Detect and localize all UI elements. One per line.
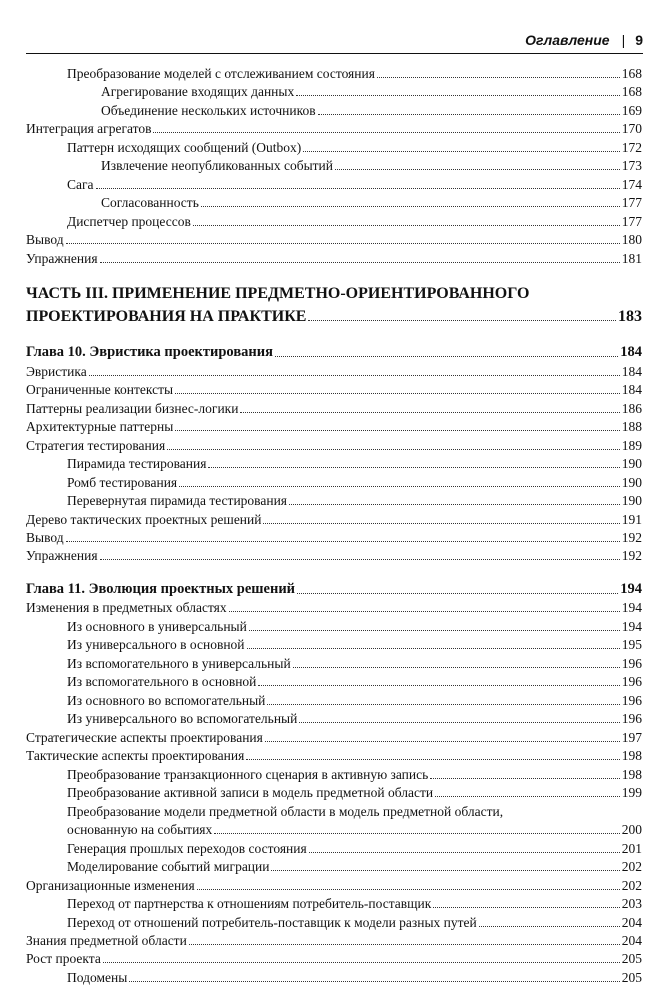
toc-entry[interactable] [26,342,642,360]
toc-entry[interactable] [67,671,642,689]
dot-leader [100,559,620,560]
dot-leader [175,393,620,394]
toc-entry-page: 170 [621,121,642,136]
toc-entry[interactable] [67,967,642,985]
toc-entry-title: Паттерны реализации бизнес-логики [26,401,239,416]
toc-entry[interactable] [26,527,642,545]
toc-entry-page: 184 [620,344,642,360]
toc-entry-title: Стратегические аспекты проектирования [26,730,263,745]
toc-entry[interactable] [67,838,642,856]
dot-leader [66,243,620,244]
dot-leader [175,430,619,431]
toc-entry[interactable] [67,137,642,155]
toc-entry-page: 184 [621,382,642,397]
dot-leader [297,593,618,594]
toc-entry-page: 172 [621,140,642,155]
dot-leader [66,541,620,542]
toc-entry-page: 192 [621,548,642,563]
dot-leader [479,926,620,927]
toc-entry-page: 184 [621,364,642,379]
toc-entry-title: ПРОЕКТИРОВАНИЯ НА ПРАКТИКЕ [26,308,307,325]
dot-leader [309,852,620,853]
dot-leader [103,962,620,963]
toc-entry-page: 204 [621,915,642,930]
toc-entry-page: 198 [621,767,642,782]
toc-entry-title: основанную на событиях [67,822,213,837]
toc-entry[interactable] [26,306,642,324]
toc-entry-title: Переход от партнерства к отношениям потребитель-поставщик [67,896,432,911]
dot-leader [167,449,620,450]
toc-entry[interactable] [26,948,642,966]
toc-entry-title: Упражнения [26,548,98,563]
toc-entry[interactable] [67,653,642,671]
dot-leader [193,225,620,226]
toc-entry-page: 177 [621,195,642,210]
toc-entry-title: Генерация прошлых переходов состояния [67,841,307,856]
toc-entry[interactable] [67,63,642,81]
dot-leader [430,778,619,779]
toc-entry-page: 195 [621,637,642,652]
toc-entry[interactable] [67,634,642,652]
toc-entry[interactable] [67,801,503,819]
dot-leader [89,375,620,376]
toc-entry-page: 196 [621,656,642,671]
dot-leader [258,685,619,686]
toc-entry-page: 190 [621,493,642,508]
dot-leader [201,206,620,207]
toc-entry-title: Вывод [26,530,64,545]
toc-entry-title: Преобразование модели предметной области в модель предметной области, [67,804,504,819]
toc-entry-title: Из универсального в основной [67,637,245,652]
toc-entry-page: 194 [620,581,642,597]
dot-leader [100,262,620,263]
toc-entry-title: Сага [67,177,94,192]
toc-entry-title: Ромб тестирования [67,475,178,490]
dot-leader [208,467,619,468]
dot-leader [303,151,619,152]
toc-entry-title: Преобразование транзакционного сценария в активную запись [67,767,429,782]
toc-entry-page: 202 [621,878,642,893]
toc-entry-page: 198 [621,748,642,763]
toc-entry-title: Организационные изменения [26,878,195,893]
toc-entry-title: Интеграция агрегатов [26,121,152,136]
toc-entry-title: Тактические аспекты проектирования [26,748,245,763]
toc-entry-page: 194 [621,600,642,615]
toc-entry-page: 189 [621,438,642,453]
toc-entry[interactable] [67,782,642,800]
toc-entry-title: Из вспомогательного в универсальный [67,656,291,671]
dot-leader [247,648,620,649]
dot-leader [293,667,620,668]
toc-entry-page: 197 [621,730,642,745]
toc-entry-page: 196 [621,711,642,726]
dot-leader [240,412,619,413]
toc-entry[interactable] [67,764,642,782]
toc-entry[interactable] [26,379,642,397]
toc-entry[interactable] [26,930,642,948]
toc-entry[interactable] [26,875,642,893]
toc-entry[interactable] [26,283,529,301]
toc-entry-title: Преобразование активной записи в модель предметной области [67,785,434,800]
dot-leader [275,356,618,357]
dot-leader [197,889,620,890]
toc-entry-page: 180 [621,232,642,247]
toc-entry-title: Согласованность [101,195,199,210]
toc-entry-title: Объединение нескольких источников [101,103,316,118]
toc-entry[interactable] [26,545,642,563]
dot-leader [263,523,619,524]
toc-entry-title: Дерево тактических проектных решений [26,512,262,527]
dot-leader [299,722,619,723]
toc-entry-page: 200 [621,822,642,837]
toc-entry[interactable] [26,435,642,453]
toc-entry-title: Архитектурные паттерны [26,419,174,434]
dot-leader [435,796,620,797]
toc-entry-page: 205 [621,951,642,966]
toc-entry[interactable] [67,819,642,837]
dot-leader [267,704,619,705]
dot-leader [246,759,619,760]
toc-entry[interactable] [67,690,642,708]
toc-entry[interactable] [26,579,642,597]
toc-entry-title: Извлечение неопубликованных событий [101,158,334,173]
dot-leader [377,77,620,78]
toc-entry-page: 196 [621,693,642,708]
toc-entry-page: 201 [621,841,642,856]
toc-entry-page: 190 [621,475,642,490]
toc-entry-page: 177 [621,214,642,229]
toc-entry-page: 174 [621,177,642,192]
toc-entry-page: 196 [621,674,642,689]
toc-entry-title: Рост проекта [26,951,101,966]
toc-entry-page: 192 [621,530,642,545]
header-title: Оглавление [525,32,610,48]
dot-leader [265,741,620,742]
header-separator: | [621,32,626,48]
toc-entry[interactable] [26,745,642,763]
toc-entry-page: 183 [618,308,642,325]
toc-entry[interactable] [26,118,642,136]
toc-entry-page: 168 [621,66,642,81]
toc-entry[interactable] [67,453,642,471]
toc-entry[interactable] [67,708,642,726]
toc-entry-title: Упражнения [26,251,98,266]
dot-leader [153,132,619,133]
dot-leader [318,114,620,115]
toc-entry-page: 173 [621,158,642,173]
dot-leader [271,870,619,871]
toc-entry-page: 194 [621,619,642,634]
toc-entry[interactable] [26,398,642,416]
toc-entry[interactable] [67,856,642,874]
toc-entry-title: Перевернутая пирамида тестирования [67,493,288,508]
toc-entry[interactable] [26,361,642,379]
toc-entry-page: 203 [621,896,642,911]
toc-entry-title: Из основного в универсальный [67,619,247,634]
toc-entry[interactable] [26,248,642,266]
toc-entry[interactable] [67,616,642,634]
toc-entry[interactable] [67,472,642,490]
dot-leader [249,630,620,631]
toc-entry-page: 204 [621,933,642,948]
toc-entry[interactable] [26,229,642,247]
toc-entry-page: 199 [621,785,642,800]
toc-entry-page: 205 [621,970,642,985]
toc-entry-title: Глава 11. Эволюция проектных решений [26,581,296,597]
toc-entry[interactable] [26,597,642,615]
toc-entry[interactable] [67,211,642,229]
toc-entry-title: Из универсального во вспомогательный [67,711,298,726]
toc-entry[interactable] [26,416,642,434]
dot-leader [96,188,620,189]
toc-entry-page: 202 [621,859,642,874]
toc-entry-title: Подомены [67,970,128,985]
toc-entry-page: 169 [621,103,642,118]
toc-entry[interactable] [67,912,642,930]
toc-entry[interactable] [26,509,642,527]
toc-entry[interactable] [101,81,642,99]
dot-leader [289,504,620,505]
toc-entry-title: Ограниченные контексты [26,382,174,397]
toc-entry-title: Изменения в предметных областях [26,600,227,615]
toc-entry-page: 168 [621,84,642,99]
dot-leader [296,95,620,96]
dot-leader [335,169,620,170]
toc-entry-page: 191 [621,512,642,527]
toc-entry-page: 188 [621,419,642,434]
toc-entry-title: Эвристика [26,364,87,379]
toc-entry-title: Агрегирование входящих данных [101,84,295,99]
toc-entry-title: Стратегия тестирования [26,438,166,453]
toc-entry[interactable] [67,490,642,508]
toc-entry-title: Переход от отношений потребитель-поставщик к модели разных путей [67,915,477,930]
dot-leader [308,320,616,321]
toc-entry[interactable] [101,155,642,173]
toc-entry-title: Паттерн исходящих сообщений (Outbox) [67,140,302,155]
toc-entry-page: 190 [621,456,642,471]
header-page-number: 9 [635,32,643,48]
toc-entry-title: Диспетчер процессов [67,214,191,229]
toc-entry-title: ЧАСТЬ III. ПРИМЕНЕНИЕ ПРЕДМЕТНО-ОРИЕНТИРОВАННОГО [26,285,530,302]
toc-entry[interactable] [101,100,642,118]
toc-entry[interactable] [101,192,642,210]
toc-entry-title: Вывод [26,232,64,247]
dot-leader [129,981,619,982]
dot-leader [433,907,619,908]
toc-entry-title: Преобразование моделей с отслеживанием состояния [67,66,375,81]
toc-entry[interactable] [67,893,642,911]
toc-entry-title: Пирамида тестирования [67,456,207,471]
toc-entry-title: Глава 10. Эвристика проектирования [26,344,273,360]
dot-leader [229,611,620,612]
toc-entry-title: Знания предметной области [26,933,187,948]
dot-leader [214,833,619,834]
dot-leader [189,944,620,945]
toc-entry[interactable] [26,727,642,745]
dot-leader [179,486,620,487]
toc-entry-title: Из вспомогательного в основной [67,674,257,689]
toc-entry-page: 181 [621,251,642,266]
toc-entry[interactable] [67,174,642,192]
toc-entry-title: Из основного во вспомогательный [67,693,266,708]
toc-entry-title: Моделирование событий миграции [67,859,270,874]
toc-entry-page: 186 [621,401,642,416]
